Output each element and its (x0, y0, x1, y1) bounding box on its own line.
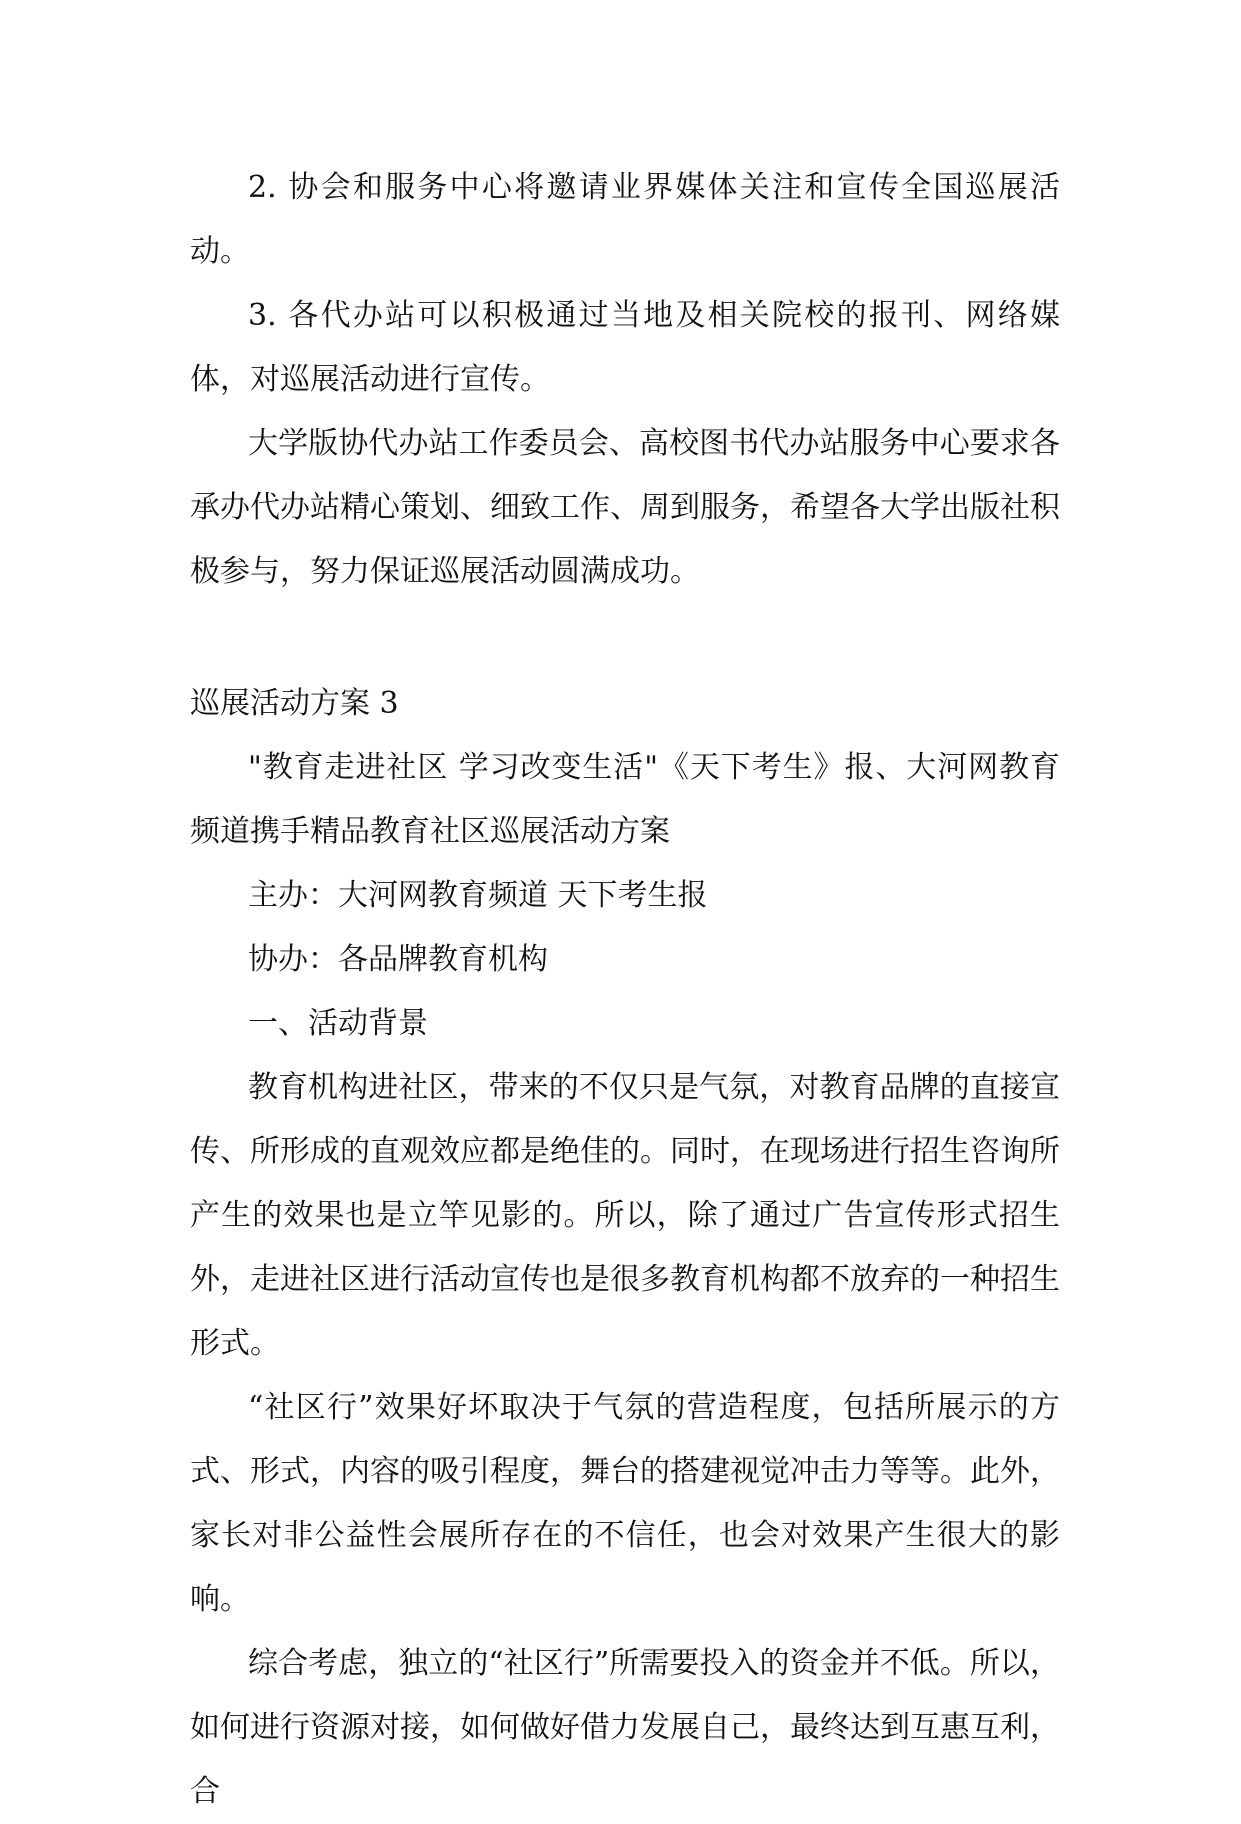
organizer-line: 主办：大河网教育频道 天下考生报 (248, 878, 708, 913)
subsection-heading: 一、活动背景 (248, 1006, 428, 1041)
section-heading: 巡展活动方案 3 (190, 686, 399, 721)
plan-title: "教育走进社区 学习改变生活"《天下考生》报、大河网教育频道携手精品教育社区巡展活动方案 (190, 750, 1060, 849)
document-body (190, 156, 1060, 1824)
background-paragraph-3: 综合考虑，独立的“社区行”所需要投入的资金并不低。所以，如何进行资源对接，如何做好借力发展自己，最终达到互惠互利，合 (190, 1646, 1060, 1809)
paragraph-item-2: 2. 协会和服务中心将邀请业界媒体关注和宣传全国巡展活动。 (190, 170, 1060, 269)
co-organizer-line: 协办：各品牌教育机构 (248, 942, 548, 977)
paragraph-item-3: 3. 各代办站可以积极通过当地及相关院校的报刊、网络媒体，对巡展活动进行宣传。 (190, 298, 1060, 397)
background-paragraph-2: “社区行”效果好坏取决于气氛的营造程度，包括所展示的方式、形式，内容的吸引程度，舞台的搭建视觉冲击力等等。此外，家长对非公益性会展所存在的不信任，也会对效果产生很大的影响。 (190, 1390, 1060, 1617)
paragraph-closing: 大学版协代办站工作委员会、高校图书代办站服务中心要求各承办代办站精心策划、细致工作、周到服务，希望各大学出版社积极参与，努力保证巡展活动圆满成功。 (190, 426, 1060, 589)
background-paragraph-1: 教育机构进社区，带来的不仅只是气氛，对教育品牌的直接宣传、所形成的直观效应都是绝佳的。同时，在现场进行招生咨询所产生的效果也是立竿见影的。所以，除了通过广告宣传形式招生外，走进社区进行活动宣传也是很多教育机构都不放弃的一种招生形式。 (190, 1070, 1060, 1361)
